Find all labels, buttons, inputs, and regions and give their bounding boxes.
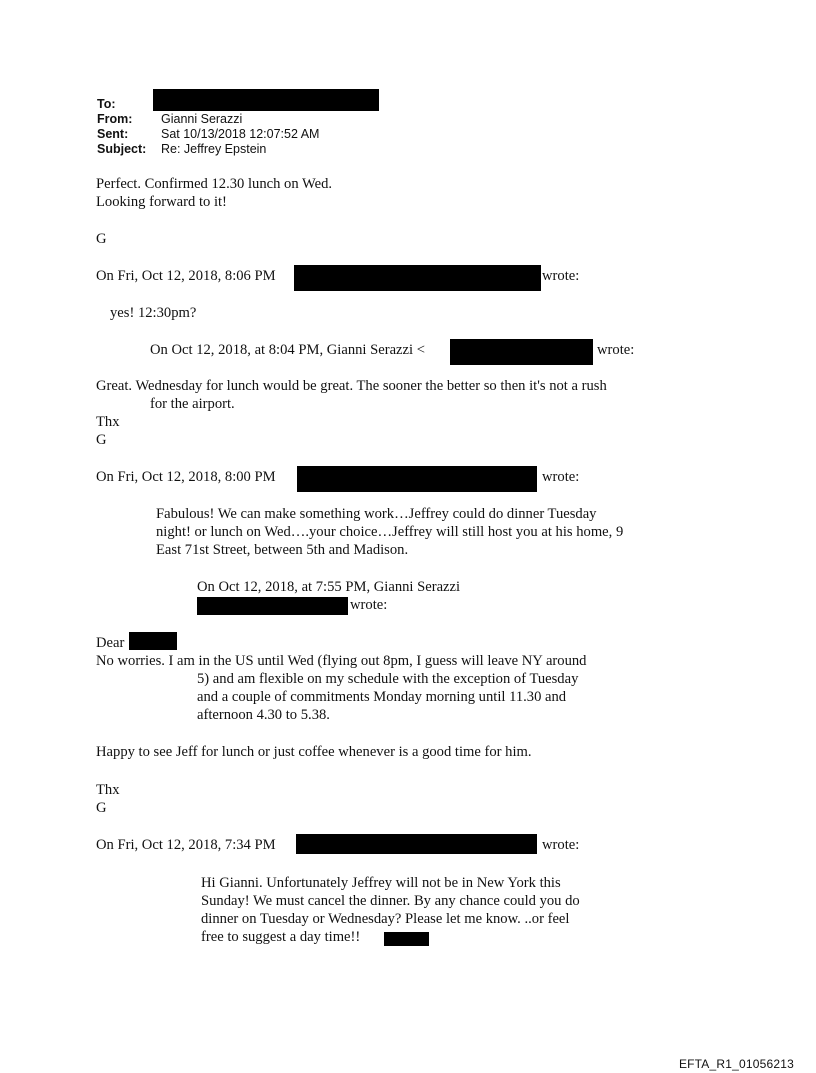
message-signature: G: [96, 432, 107, 448]
message-line: No worries. I am in the US until Wed (flying out 8pm, I guess will leave NY around: [96, 653, 587, 669]
quote-attribution: On Fri, Oct 12, 2018, 7:34 PM: [96, 837, 276, 853]
message-line: Thx: [96, 782, 120, 798]
quote-wrote: wrote:: [542, 837, 580, 853]
message-line: Great. Wednesday for lunch would be great. The sooner the better so then it's not a rush: [96, 378, 607, 394]
message-line: Perfect. Confirmed 12.30 lunch on Wed.: [96, 176, 333, 192]
message-line: for the airport.: [150, 396, 235, 412]
message-line: Happy to see Jeff for lunch or just coffee whenever is a good time for him.: [96, 744, 532, 760]
quote-wrote: wrote:: [597, 342, 635, 358]
quote-wrote: wrote:: [542, 268, 580, 284]
message-line: yes! 12:30pm?: [110, 305, 197, 321]
message-line: Sunday! We must cancel the dinner. By any chance could you do: [201, 893, 580, 909]
message-signature: G: [96, 800, 107, 816]
message-line: East 71st Street, between 5th and Madison.: [156, 542, 409, 558]
message-line: and a couple of commitments Monday morning until 11.30 and: [197, 689, 567, 705]
redaction-signature: [384, 932, 429, 946]
message-line: afternoon 4.30 to 5.38.: [197, 707, 330, 723]
message-line: Thx: [96, 414, 120, 430]
bates-number: EFTA_R1_01056213: [678, 1057, 794, 1071]
quote-attribution: On Oct 12, 2018, at 7:55 PM, Gianni Serazzi: [197, 579, 461, 595]
from-value: Gianni Serazzi: [161, 112, 243, 126]
subject-label: Subject:: [97, 142, 147, 156]
redaction-sender: [297, 466, 537, 492]
subject-value: Re: Jeffrey Epstein: [161, 142, 267, 156]
message-line: Looking forward to it!: [96, 194, 227, 210]
message-line: 5) and am flexible on my schedule with the exception of Tuesday: [197, 671, 579, 687]
redaction-email: [450, 339, 593, 365]
redaction-to-recipient: [153, 89, 379, 111]
greeting: Dear: [96, 635, 125, 651]
quote-wrote: wrote:: [542, 469, 580, 485]
from-label: From:: [97, 112, 133, 126]
redaction-name: [129, 632, 177, 650]
message-line: dinner on Tuesday or Wednesday? Please let me know. ..or feel: [201, 911, 570, 927]
message-line: free to suggest a day time!!: [201, 929, 361, 945]
redaction-email: [197, 597, 348, 615]
quote-wrote: wrote:: [350, 597, 388, 613]
redaction-sender: [296, 834, 537, 854]
message-line: night! or lunch on Wed….your choice…Jeffrey will still host you at his home, 9: [156, 524, 624, 540]
quote-attribution: On Oct 12, 2018, at 8:04 PM, Gianni Serazzi <: [150, 342, 425, 358]
to-label: To:: [97, 97, 116, 111]
message-line: Hi Gianni. Unfortunately Jeffrey will not be in New York this: [201, 875, 561, 891]
message-signature: G: [96, 231, 107, 247]
quote-attribution: On Fri, Oct 12, 2018, 8:06 PM: [96, 268, 276, 284]
sent-label: Sent:: [97, 127, 129, 141]
redaction-sender: [294, 265, 541, 291]
quote-attribution: On Fri, Oct 12, 2018, 8:00 PM: [96, 469, 276, 485]
message-line: Fabulous! We can make something work…Jeffrey could do dinner Tuesday: [156, 506, 597, 522]
sent-value: Sat 10/13/2018 12:07:52 AM: [161, 127, 320, 141]
